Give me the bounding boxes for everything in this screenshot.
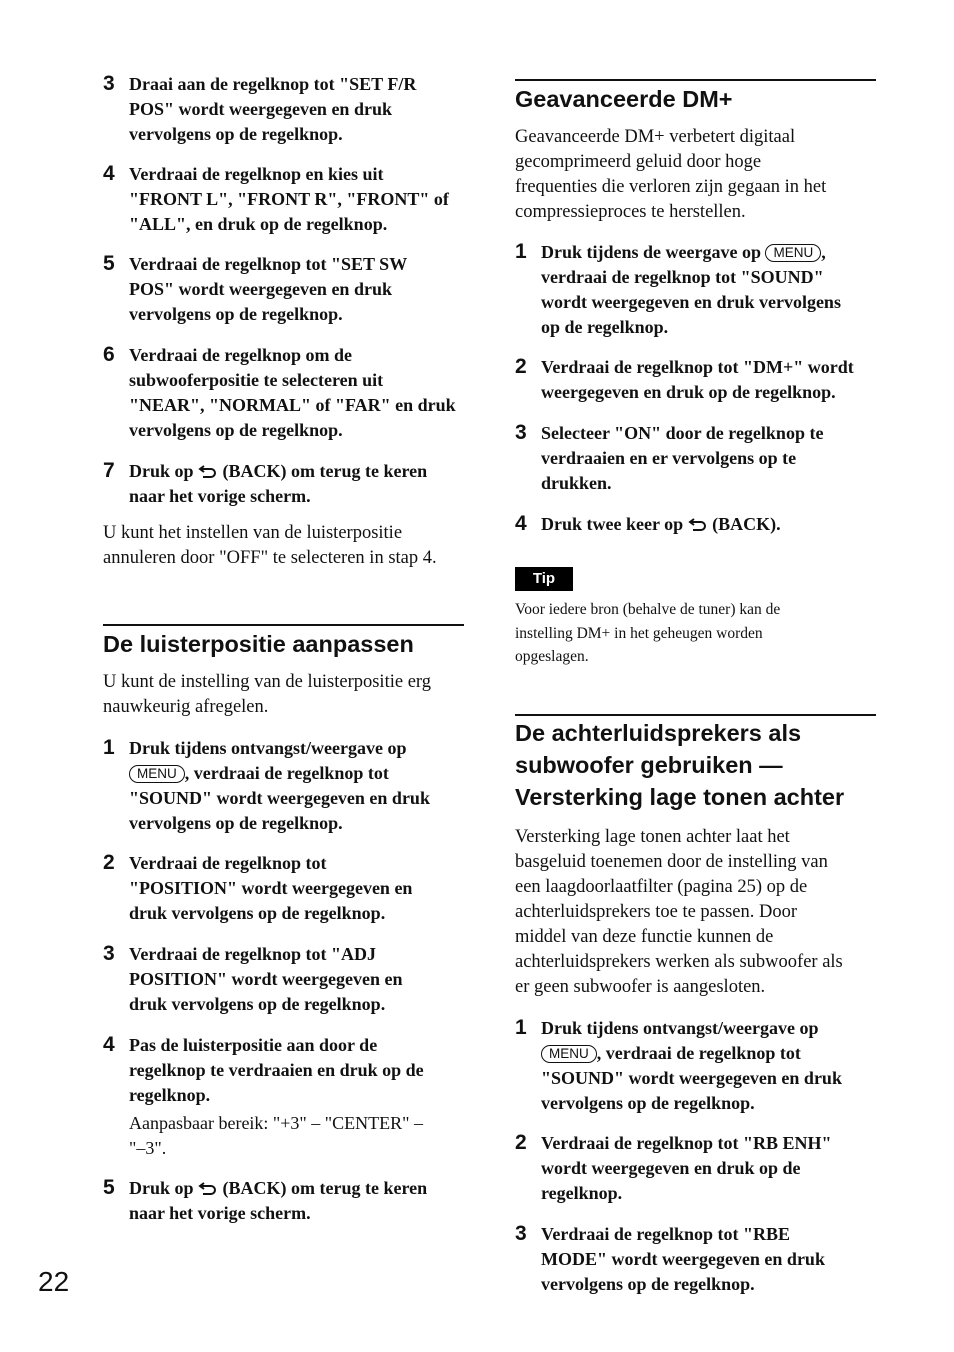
step-text: Pas de luisterpositie aan door de regelknop te verdraaien en druk op de regelknop. bbox=[129, 1035, 424, 1105]
step-text: Verdraai de regelknop en kies uit "FRONT L", "FRONT R", "FRONT" of "ALL", en druk op de regelknop. bbox=[129, 164, 449, 234]
step-text: Verdraai de regelknop tot "DM+" wordt weergegeven en druk op de regelknop. bbox=[541, 357, 854, 402]
page-number: 22 bbox=[38, 1266, 70, 1297]
tip-badge: Tip bbox=[515, 567, 573, 591]
step-text: (BACK). bbox=[707, 514, 781, 534]
step-item bbox=[515, 1131, 886, 1206]
back-icon bbox=[688, 517, 708, 531]
step-number: 2 bbox=[515, 355, 527, 378]
step-text: Druk twee keer op bbox=[541, 514, 688, 534]
paragraph: Geavanceerde DM+ verbetert digitaal gecomprimeerd geluid door hoge frequenties die verloren zijn gegaan in het compressieproces te herstellen. bbox=[515, 127, 827, 222]
step-text: , verdraai de regelknop tot "SOUND" wordt weergegeven en druk vervolgens op de regelknop. bbox=[541, 1043, 842, 1113]
step-text: Druk tijdens ontvangst/weergave op bbox=[541, 1018, 819, 1038]
step-number: 4 bbox=[515, 512, 527, 535]
step-number: 1 bbox=[103, 736, 115, 759]
paragraph: U kunt de instelling van de luisterpositie erg nauwkeurig afregelen. bbox=[103, 672, 431, 717]
section-divider bbox=[103, 624, 464, 626]
back-icon bbox=[198, 464, 218, 478]
step-item bbox=[515, 240, 886, 340]
step-item bbox=[103, 459, 474, 509]
step-text: Verdraai de regelknop tot "RBE MODE" wordt weergegeven en druk vervolgens op de regelknop. bbox=[541, 1224, 825, 1294]
step-number: 2 bbox=[515, 1131, 527, 1154]
back-icon bbox=[198, 1181, 218, 1195]
section-heading: Geavanceerde DM+ bbox=[515, 86, 733, 112]
step-item bbox=[515, 1016, 886, 1116]
step-text: Selecteer "ON" door de regelknop te verdraaien en er vervolgens op te drukken. bbox=[541, 423, 824, 493]
step-text: Druk tijdens ontvangst/weergave op bbox=[129, 738, 407, 758]
section-heading: De achterluidsprekers als subwoofer gebruiken — Versterking lage tonen achter bbox=[515, 720, 845, 810]
step-number: 3 bbox=[103, 942, 115, 965]
menu-button-label: MENU bbox=[541, 1045, 597, 1063]
step-item bbox=[103, 851, 474, 926]
step-number: 7 bbox=[103, 459, 115, 482]
step-text: Verdraai de regelknop tot "SET SW POS" wordt weergegeven en druk vervolgens op de regelknop. bbox=[129, 254, 408, 324]
step-number: 3 bbox=[515, 1222, 527, 1245]
step-number: 3 bbox=[103, 72, 115, 95]
step-number: 2 bbox=[103, 851, 115, 874]
step-number: 4 bbox=[103, 162, 115, 185]
step-number: 1 bbox=[515, 1016, 527, 1039]
step-text: Draai aan de regelknop tot "SET F/R POS" wordt weergegeven en druk vervolgens op de regelknop. bbox=[129, 74, 417, 144]
step-text: Druk op bbox=[129, 1178, 199, 1198]
step-note: Aanpasbaar bereik: "+3" – "CENTER" – "–3". bbox=[129, 1113, 423, 1158]
menu-button-label: MENU bbox=[765, 244, 821, 262]
step-item bbox=[515, 421, 886, 496]
section-divider bbox=[515, 79, 876, 81]
step-item bbox=[103, 252, 474, 327]
tip-text: Voor iedere bron (behalve de tuner) kan de instelling DM+ in het geheugen worden opgeslagen. bbox=[515, 601, 781, 665]
menu-button-label: MENU bbox=[129, 765, 185, 783]
step-item bbox=[103, 72, 474, 147]
step-number: 1 bbox=[515, 240, 527, 263]
paragraph: U kunt het instellen van de luisterpositie annuleren door "OFF" te selecteren in stap 4. bbox=[103, 523, 437, 568]
step-text: Verdraai de regelknop tot "ADJ POSITION" wordt weergegeven en druk vervolgens op de regelknop. bbox=[129, 944, 403, 1014]
step-text: Verdraai de regelknop tot "POSITION" wordt weergegeven en druk vervolgens op de regelknop. bbox=[129, 853, 413, 923]
step-item bbox=[103, 736, 474, 836]
step-number: 5 bbox=[103, 1176, 115, 1199]
step-text: Verdraai de regelknop tot "RB ENH" wordt weergegeven en druk op de regelknop. bbox=[541, 1133, 832, 1203]
section-heading: De luisterpositie aanpassen bbox=[103, 631, 414, 657]
step-number: 3 bbox=[515, 421, 527, 444]
step-item bbox=[515, 512, 886, 537]
step-item bbox=[515, 355, 886, 405]
step-number: 5 bbox=[103, 252, 115, 275]
step-item bbox=[103, 1033, 469, 1161]
section-divider bbox=[515, 714, 876, 716]
step-text: , verdraai de regelknop tot "SOUND" wordt weergegeven en druk vervolgens op de regelknop. bbox=[129, 763, 430, 833]
step-text: (BACK) om terug te keren naar het vorige scherm. bbox=[129, 461, 428, 506]
step-item bbox=[103, 343, 474, 443]
step-text: (BACK) om terug te keren naar het vorige scherm. bbox=[129, 1178, 428, 1223]
step-text: , verdraai de regelknop tot "SOUND" wordt weergegeven en druk vervolgens op de regelknop. bbox=[541, 242, 841, 337]
step-item bbox=[103, 942, 474, 1017]
step-item bbox=[103, 162, 474, 237]
step-number: 4 bbox=[103, 1033, 115, 1056]
paragraph: Versterking lage tonen achter laat het basgeluid toenemen door de instelling van een laagdoorlaatfilter (pagina 25) op de achterluidsprekers toe te passen. Door middel van deze functie kunnen de achterluidsprekers werken als subwoofer als er geen subwoofer is aangesloten. bbox=[515, 827, 843, 997]
step-item bbox=[103, 1176, 474, 1226]
step-text: Verdraai de regelknop om de subwooferpositie te selecteren uit "NEAR", "NORMAL" of "FAR" en druk vervolgens op de regelknop. bbox=[129, 345, 456, 440]
step-item bbox=[515, 1222, 886, 1297]
step-number: 6 bbox=[103, 343, 115, 366]
step-text: Druk op bbox=[129, 461, 199, 481]
step-text: Druk tijdens de weergave op bbox=[541, 242, 766, 262]
